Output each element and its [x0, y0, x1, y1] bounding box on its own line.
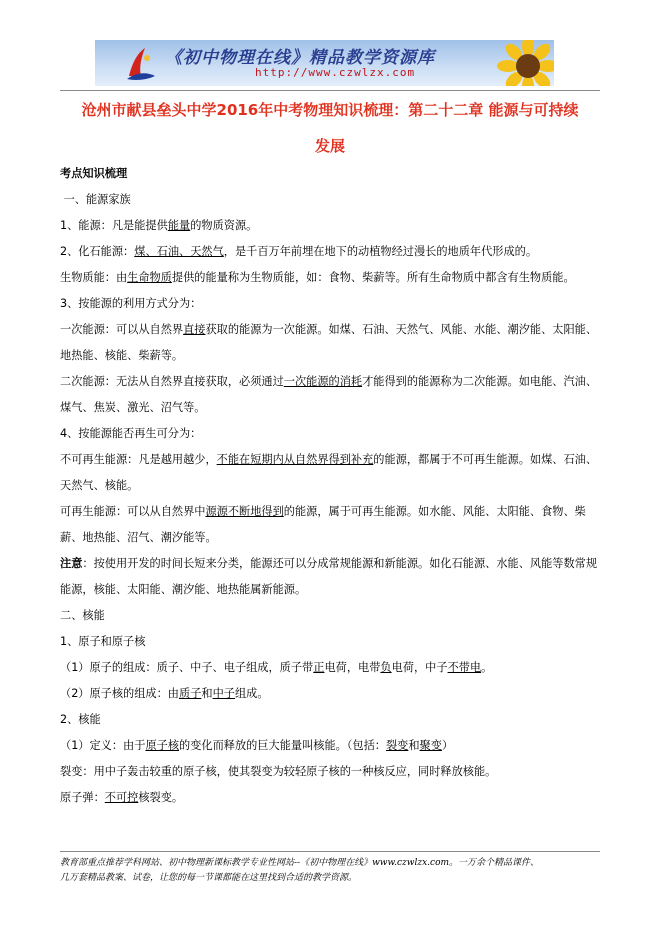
section1-heading: 一、能源家族 [63, 193, 131, 206]
header-banner [95, 40, 554, 86]
paragraph-atom-heading: 1、原子和原子核 [60, 635, 146, 648]
banner-title: 《初中物理在线》精品教学资源库 [165, 48, 435, 68]
paragraph-classification-renewable: 4、按能源能否再生可分为： [60, 427, 202, 440]
paragraph-secondary-energy: 二次能源：无法从自然界直接获取，必须通过一次能源的消耗才能得到的能源称为二次能源。如电能、汽油、煤气、焦炭、激光、沼气等。 [60, 375, 598, 414]
section2-heading: 二、核能 [60, 609, 105, 622]
section-heading: 考点知识梳理 [60, 167, 128, 180]
paragraph-primary-energy: 一次能源：可以从自然界直接获取的能源为一次能源。如煤、石油、天然气、风能、水能、潮汐能、太阳能、地热能、核能、柴薪等。 [60, 323, 598, 362]
paragraph-nuclear-heading: 2、核能 [60, 713, 101, 726]
paragraph-atom-composition: （1）原子的组成：质子、中子、电子组成，质子带正电荷，电带负电荷，中子不带电。 [60, 661, 493, 674]
footer-divider [60, 851, 600, 852]
paragraph-fission: 裂变：用中子轰击较重的原子核，使其裂变为较轻原子核的一种核反应，同时释放核能。 [60, 765, 497, 778]
paragraph-nuclear-definition: （1）定义：由于原子核的变化而释放的巨大能量叫核能。（包括：裂变和聚变） [60, 739, 454, 752]
header-divider [60, 90, 600, 91]
paragraph-nucleus-composition: （2）原子核的组成：由质子和中子组成。 [60, 687, 269, 700]
page-footer [60, 856, 600, 886]
paragraph-nonrenewable: 不可再生能源：凡是越用越少，不能在短期内从自然界得到补充的能源，都属于不可再生能源。如煤、石油、天然气、核能。 [60, 453, 598, 492]
paragraph-biomass-energy: 生物质能：由生命物质提供的能量称为生物质能，如：食物、柴薪等。所有生命物质中都含有生物质能。 [60, 271, 575, 284]
sunflower-icon [488, 40, 554, 86]
paragraph-atomic-bomb: 原子弹：不可控核裂变。 [60, 791, 184, 804]
document-title [60, 92, 600, 164]
footer-line-2: 几万套精品教案、试卷，让您的每一节课都能在这里找到合适的教学资源。 [60, 873, 358, 883]
footer-line-1: 教育部重点推荐学科网站、初中物理新课标教学专业性网站--《初中物理在线》www.czwlzx.com。一万余个精品课件、 [60, 858, 540, 868]
paragraph-note: 注意：按使用开发的时间长短来分类，能源还可以分成常规能源和新能源。如化石能源、水能、风能等数常规能源，核能、太阳能、潮汐能、地热能属新能源。 [60, 557, 598, 596]
paragraph-classification-usage: 3、按能源的利用方式分为： [60, 297, 202, 310]
banner-url[interactable]: http://www.czwlzx.com [255, 66, 416, 79]
paragraph-fossil-energy: 2、化石能源：煤、石油、天然气，是千百万年前埋在地下的动植物经过漫长的地质年代形成的。 [60, 245, 538, 258]
paragraph-renewable: 可再生能源：可以从自然界中源源不断地得到的能源，属于可再生能源。如水能、风能、太阳能、食物、柴薪、地热能、沼气、潮汐能等。 [60, 505, 586, 544]
document-body [60, 161, 600, 811]
title-line-1: 沧州市献县垒头中学2016年中考物理知识梳理：第二十二章 能源与可持续 [81, 101, 579, 119]
paragraph-energy-definition: 1、能源：凡是能提供能量的物质资源。 [60, 219, 258, 232]
red-blue-swoosh-logo-icon [123, 46, 157, 82]
title-line-2: 发展 [314, 137, 345, 155]
